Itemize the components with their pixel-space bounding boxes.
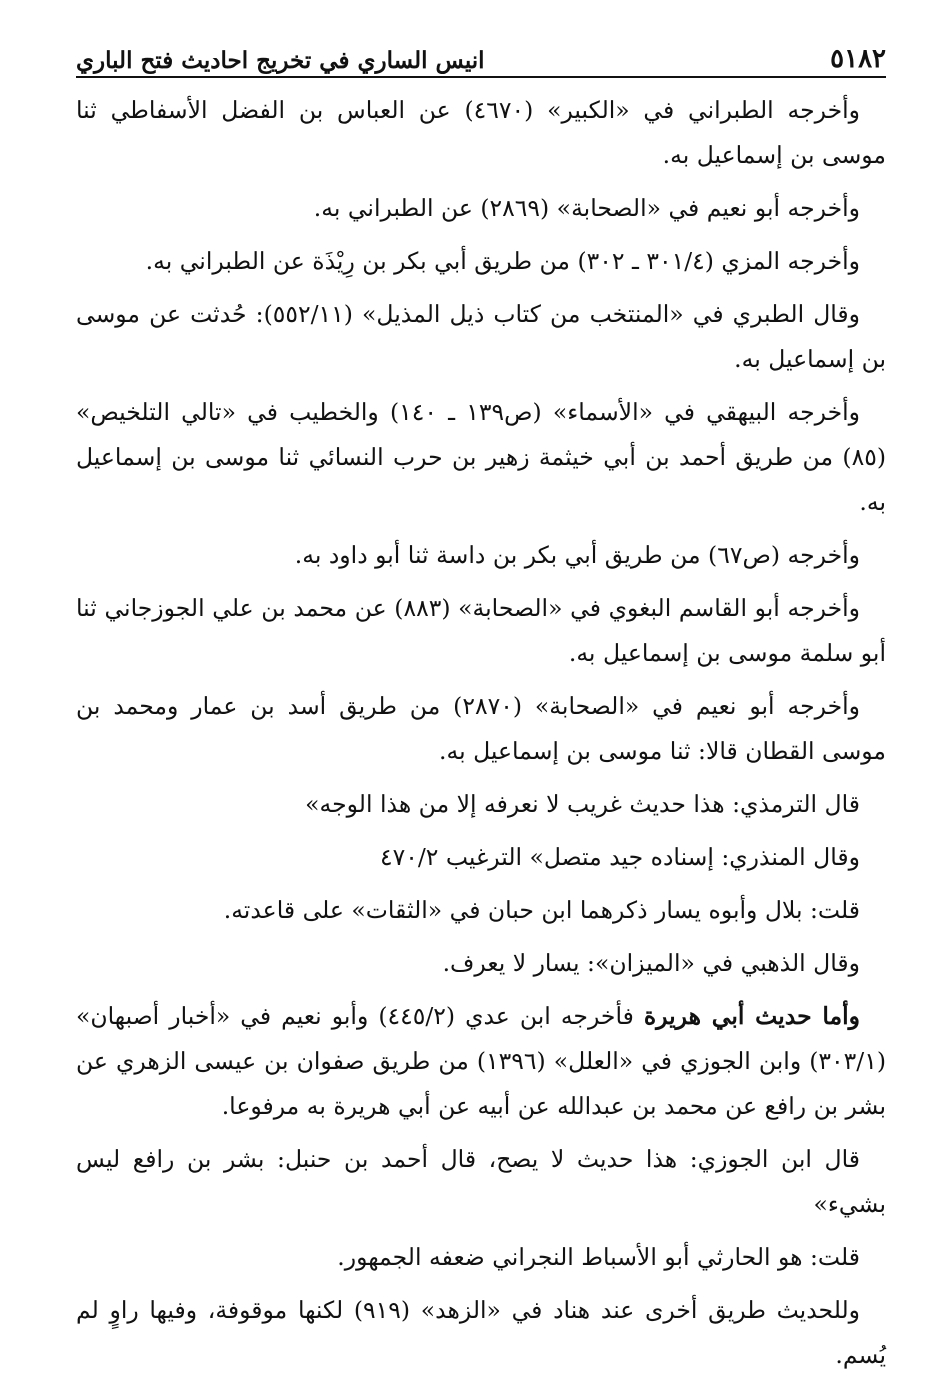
paragraph: قلت: هو الحارثي أبو الأسباط النجراني ضعفه الجمهور. (337, 1243, 860, 1271)
body-text (76, 78, 886, 1378)
paragraph: وأخرجه أبو نعيم في «الصحابة» (٢٨٦٩) عن الطبراني به. (313, 194, 860, 222)
paragraph: وأخرجه (ص٦٧) من طريق أبي بكر بن داسة ثنا أبو داود به. (294, 541, 860, 569)
page-number: ٥١٨٢ (830, 44, 886, 74)
paragraph: وقال الذهبي في «الميزان»: يسار لا يعرف. (442, 949, 860, 977)
paragraph: وقال المنذري: إسناده جيد متصل» الترغيب ٤٧٠/٢ (379, 843, 860, 871)
paragraph: وأخرجه البيهقي في «الأسماء» (ص١٣٩ ـ ١٤٠) والخطيب في «تالي التلخيص» (٨٥) من طريق أحمد بن أبي خيثمة زهير بن حرب النسائي ثنا موسى بن إسماعيل به. (76, 398, 886, 516)
paragraph: وقال الطبري في «المنتخب من كتاب ذيل المذيل» (٥٥٢/١١): حُدثت عن موسى بن إسماعيل به. (76, 300, 886, 373)
paragraph: وأخرجه الطبراني في «الكبير» (٤٦٧٠) عن العباس بن الفضل الأسفاطي ثنا موسى بن إسماعيل به. (76, 96, 886, 169)
paragraph: وأما حديث أبي هريرة فأخرجه ابن عدي (٤٤٥/٢) وأبو نعيم في «أخبار أصبهان» (٣٠٣/١) وابن الجوزي في «العلل» (١٣٩٦) من طريق صفوان بن عيسى الزهري عن بشر بن رافع عن محمد بن عبدالله عن أبيه عن أبي هريرة به مرفوعا. (76, 1002, 886, 1120)
paragraph: قلت: بلال وأبوه يسار ذكرهما ابن حبان في «الثقات» على قاعدته. (223, 896, 860, 924)
section-lead: وأما حديث أبي هريرة (643, 1002, 860, 1030)
paragraph: وأخرجه أبو القاسم البغوي في «الصحابة» (٨٨٣) عن محمد بن علي الجوزجاني ثنا أبو سلمة موسى بن إسماعيل به. (76, 594, 886, 667)
paragraph: قال ابن الجوزي: هذا حديث لا يصح، قال أحمد بن حنبل: بشر بن رافع ليس بشيء» (76, 1145, 886, 1218)
paragraph: وأخرجه المزي (٣٠١/٤ ـ ٣٠٢) من طريق أبي بكر بن رِيْذَة عن الطبراني به. (145, 247, 860, 275)
paragraph: وأخرجه أبو نعيم في «الصحابة» (٢٨٧٠) من طريق أسد بن عمار ومحمد بن موسى القطان قالا: ثنا موسى بن إسماعيل به. (76, 692, 886, 765)
running-title: انيس الساري في تخريج احاديث فتح الباري (76, 47, 485, 74)
paragraph: وللحديث طريق أخرى عند هناد في «الزهد» (٩١٩) لكنها موقوفة، وفيها راوٍ لم يُسم. (76, 1296, 886, 1369)
page-header (76, 0, 886, 78)
paragraph: قال الترمذي: هذا حديث غريب لا نعرفه إلا من هذا الوجه» (305, 790, 860, 818)
